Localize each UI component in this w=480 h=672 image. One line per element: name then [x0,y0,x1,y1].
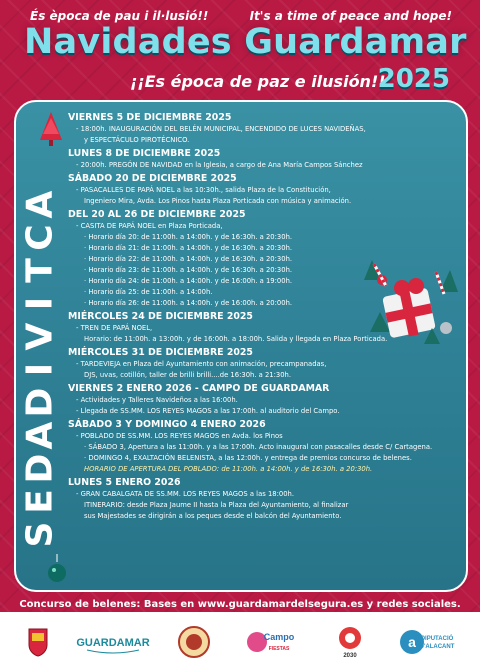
activity-day-heading: LUNES 8 DE DICIEMBRE 2025 [68,148,221,159]
activity-line: - Llegada de SS.MM. LOS REYES MAGOS a las 17:00h. al auditorio del Campo. [76,407,340,415]
activity-day-heading: MIÉRCOLES 31 DE DICIEMBRE 2025 [68,347,253,358]
vertical-letter: T [19,258,61,283]
vertical-letter: V [19,322,61,351]
activity-line: y ESPECTÁCULO PIROTÉCNICO. [84,136,190,144]
top-right-text: It's a time of peace and hope! [249,9,452,23]
guardamar-logo [76,630,150,654]
year: 2025 [377,64,450,94]
svg-text:FIESTAS: FIESTAS [268,646,290,652]
vertical-label [16,188,64,568]
activity-line: Horario: de 11:00h. a 13:00h. y de 16:00h. a 18:00h. Salida y llegada en Plaza Porticada. [84,335,388,343]
vertical-letter: I [19,362,61,377]
activities-panel [14,100,468,592]
ornament-ball-icon [46,554,68,584]
activity-line: · Horario día 20: de 11:00h. a 14:00h. y de 16:30h. a 20:30h. [84,233,293,241]
activity-line: sus Majestades se dirigirán a los peques desde el balcón del Ayuntamiento. [84,512,342,520]
vertical-letter: E [19,489,61,514]
agenda-2030-logo [335,625,365,659]
vertical-letter: C [19,224,61,251]
activity-line: · DOMINGO 4, EXALTACIÓN BELENISTA, a las 12:00h. y entrega de premios concurso de belenes. [84,454,412,462]
logos-bar [0,612,480,672]
activity-line: ITINERARIO: desde Plaza Jaume II hasta la Plaza del Ayuntamiento, al finalizar [84,501,349,509]
activity-line: · Horario día 23: de 11:00h. a 14:00h. y de 16:30h. a 20:30h. [84,266,293,274]
activity-day-heading: VIERNES 2 ENERO 2026 - CAMPO DE GUARDAMAR [68,383,330,394]
vertical-letter: D [19,453,61,484]
diputacio-logo [399,627,453,657]
top-left-text: És època de pau i il·lusió!! [30,9,209,23]
svg-text:2030: 2030 [343,653,357,659]
activity-line: - Actividades y Talleres Navideños a las 16:00h. [76,396,238,404]
activity-line: · Horario día 22: de 11:00h. a 14:00h. y de 16:30h. a 20:30h. [84,255,293,263]
activity-line: - GRAN CABALGATA DE SS.MM. LOS REYES MAGOS a las 18:00h. [76,490,294,498]
activity-line: - 20:00h. PREGÓN DE NAVIDAD en la Iglesia, a cargo de Ana María Campos Sánchez [76,161,363,169]
svg-text:a: a [408,634,416,650]
svg-text:Campo: Campo [263,632,295,642]
footer-text[interactable]: Concurso de belenes: Bases en www.guardamardelsegura.es y redes sociales. [19,599,461,610]
vertical-letter: A [19,421,61,450]
vertical-letter: A [19,190,61,219]
activity-line: · Horario día 25: de 11:00h. a 14:00h. [84,288,213,296]
activities-content [68,110,458,522]
activity-line: · Horario día 24: de 11:00h. a 14:00h. y de 16:00h. a 19:00h. [84,277,293,285]
round-seal-logo [177,625,211,659]
vertical-letter: I [19,296,61,311]
activity-day-heading: VIERNES 5 DE DICIEMBRE 2025 [68,112,232,123]
main-title: Navidades Guardamar [24,22,467,62]
activity-day-heading: DEL 20 AL 26 DE DICIEMBRE 2025 [68,209,246,220]
activity-line: - 18:00h. INAUGURACIÓN DEL BELÉN MUNICIPAL, ENCENDIDO DE LUCES NAVIDEÑAS, [76,125,366,133]
activity-day-heading: SÁBADO 20 DE DICIEMBRE 2025 [68,173,237,184]
activity-line: DJS, uvas, cotillón, taller de brilli brilli....de 16:30h. a 21:30h. [84,371,292,379]
activity-day-heading: MIÉRCOLES 24 DE DICIEMBRE 2025 [68,311,253,322]
vertical-letter: D [19,387,61,418]
svg-text:DIPUTACIÓ: DIPUTACIÓ [420,636,454,642]
campo-fiestas-logo [245,625,301,659]
activity-day-heading: LUNES 5 ENERO 2026 [68,477,181,488]
activity-line: · Horario día 26: de 11:00h. a 14:00h. y de 16:00h. a 20:00h. [84,299,293,307]
activity-line: · SÁBADO 3, Apertura a las 11:00h. y a las 17:00h. Acto inaugural con pasacalles desde C/ Cartagena. [84,443,433,451]
activity-line: Ingeniero Mira, Avda. Los Pinos hasta Plaza Porticada con música y animación. [84,197,352,205]
activity-line: - POBLADO DE SS.MM. LOS REYES MAGOS en Avda. los Pinos [76,432,283,440]
activity-line: - TREN DE PAPÁ NOEL, [76,324,153,332]
activity-line: - PASACALLES DE PAPÁ NOEL a las 10:30h., salida Plaza de la Constitución, [76,186,331,194]
svg-text:GUARDAMAR: GUARDAMAR [76,637,150,649]
christmas-tree-icon [38,110,64,148]
vertical-letter: S [19,521,61,548]
activity-line: - TARDEVIEJA en Plaza del Ayuntamiento con animación, precampanadas, [76,360,327,368]
svg-text:D'ALACANT: D'ALACANT [419,644,455,650]
activity-day-heading: SÁBADO 3 Y DOMINGO 4 ENERO 2026 [68,419,266,430]
activity-line: - CASITA DE PAPÁ NOEL en Plaza Porticada, [76,222,223,230]
activity-line: HORARIO DE APERTURA DEL POBLADO: de 11:00h. a 14:00h. y de 16:30h. a 20:30h. [84,465,373,473]
ajuntament-logo [27,627,49,657]
subtitle: ¡¡Es época de paz e ilusión!! [130,72,386,91]
activity-line: · Horario día 21: de 11:00h. a 14:00h. y de 16:30h. a 20:30h. [84,244,293,252]
